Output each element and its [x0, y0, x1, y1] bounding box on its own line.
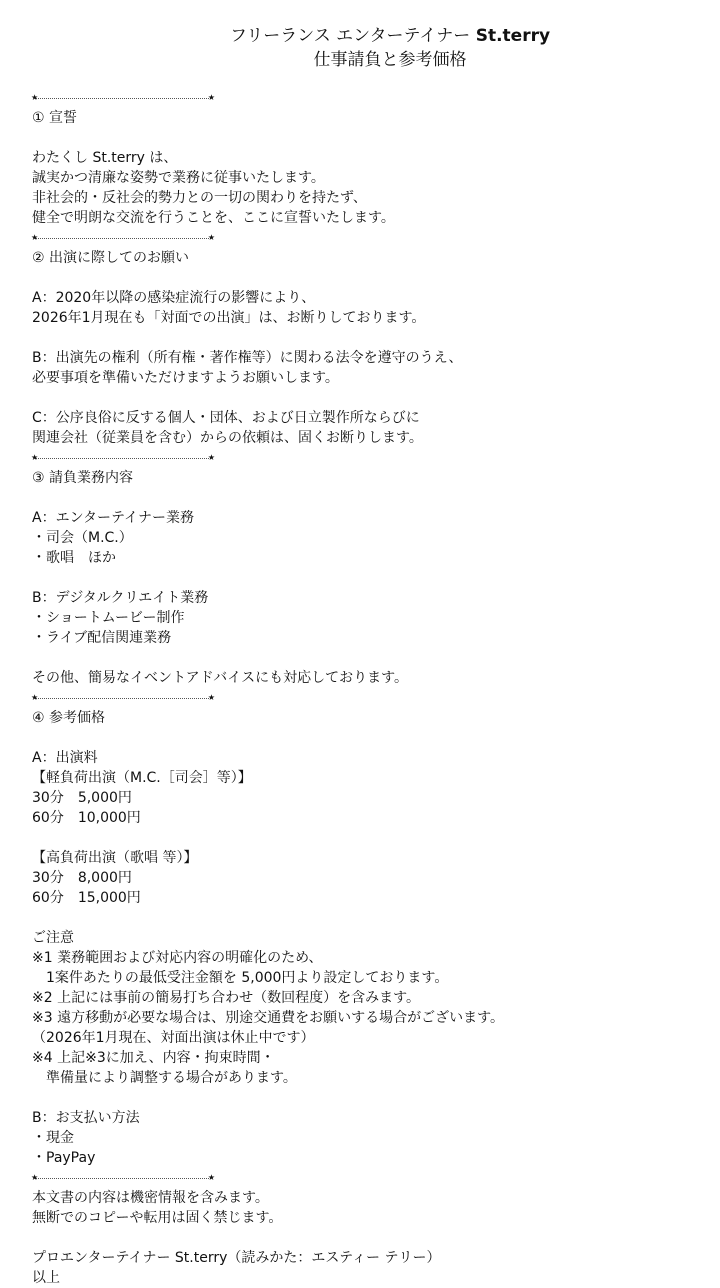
blank-line [32, 268, 692, 288]
text-line: 30分 5,000円 [32, 790, 132, 806]
star-icon: ★ [31, 453, 39, 462]
section-divider [32, 688, 214, 708]
text-line: ※3 遠方移動が必要な場合は、別途交通費をお願いする場合がございます。 [32, 1010, 504, 1026]
text-line: ・ライブ配信関連業務 [32, 630, 172, 646]
title-name: St.terry [475, 26, 551, 46]
divider-rule [35, 1178, 211, 1179]
star-icon: ★ [207, 1173, 215, 1182]
text-line: 60分 15,000円 [32, 890, 141, 906]
blank-line [32, 388, 692, 408]
text-line: 誠実かつ清廉な姿勢で業務に従事いたします。 [32, 170, 325, 186]
text-line: B：デジタルクリエイト業務 [32, 590, 209, 606]
text-line: 健全で明朗な交流を行うことを、ここに宣誓いたします。 [32, 210, 395, 226]
section-heading: ④ 参考価格 [32, 710, 106, 726]
text-line: 本文書の内容は機密情報を含みます。 [32, 1190, 269, 1206]
text-line: ・PayPay [32, 1150, 96, 1166]
title-prefix: フリーランス エンターテイナー [229, 26, 476, 46]
blank-line [32, 328, 692, 348]
text-line: C：公序良俗に反する個人・団体、および日立製作所ならびに [32, 410, 420, 426]
text-line: 必要事項を準備いただけますようお願いします。 [32, 370, 339, 386]
blank-line [32, 728, 692, 748]
blank-line [32, 828, 692, 848]
text-line: 無断でのコピーや転用は固く禁じます。 [32, 1210, 283, 1226]
text-line: A：2020年以降の感染症流行の影響により、 [32, 290, 316, 306]
text-line: 1案件あたりの最低受注金額を 5,000円より設定しております。 [32, 970, 449, 986]
text-line: B：出演先の権利（所有権・著作権等）に関わる法令を遵守のうえ、 [32, 350, 463, 366]
document-subtitle: 仕事請負と参考価格 [313, 50, 467, 70]
text-line: 非社会的・反社会的勢力との一切の関わりを持たず、 [32, 190, 367, 206]
text-line: A：エンターテイナー業務 [32, 510, 195, 526]
star-icon: ★ [31, 233, 39, 242]
section-divider [32, 88, 214, 108]
text-line: 関連会社（従業員を含む）からの依頼は、固くお断りします。 [32, 430, 423, 446]
section-heading: ② 出演に際してのお願い [32, 250, 190, 266]
text-line: わたくし St.terry は、 [32, 150, 178, 166]
text-line: ・司会（M.C.） [32, 530, 133, 546]
document-body [32, 88, 692, 1288]
text-line: ・ショートムービー制作 [32, 610, 185, 626]
text-line: ※2 上記には事前の簡易打ち合わせ（数回程度）を含みます。 [32, 990, 420, 1006]
text-line: その他、簡易なイベントアドバイスにも対応しております。 [32, 670, 409, 686]
text-line: 【軽負荷出演（M.C.［司会］等）】 [32, 770, 252, 786]
blank-line [32, 568, 692, 588]
section-divider [32, 448, 214, 468]
text-line: ・歌唱 ほか [32, 550, 116, 566]
section-divider [32, 1168, 214, 1188]
star-icon: ★ [207, 93, 215, 102]
star-icon: ★ [207, 693, 215, 702]
blank-line [32, 648, 692, 668]
blank-line [32, 1088, 692, 1108]
text-line: A：出演料 [32, 750, 98, 766]
blank-line [32, 128, 692, 148]
star-icon: ★ [31, 1173, 39, 1182]
text-line: ご注意 [32, 930, 74, 946]
text-line: 60分 10,000円 [32, 810, 141, 826]
text-line: プロエンターテイナー St.terry（読みかた：エスティー テリー） [32, 1250, 441, 1266]
section-divider [32, 228, 214, 248]
divider-rule [35, 98, 211, 99]
text-line: ・現金 [32, 1130, 74, 1146]
divider-rule [35, 238, 211, 239]
text-line: 準備量により調整する場合があります。 [32, 1070, 297, 1086]
section-heading: ① 宣誓 [32, 110, 78, 126]
blank-line [32, 908, 692, 928]
text-line: 30分 8,000円 [32, 870, 132, 886]
text-line: （2026年1月現在、対面出演は休止中です） [32, 1030, 315, 1046]
blank-line [32, 1228, 692, 1248]
document-title [0, 24, 720, 48]
divider-rule [35, 698, 211, 699]
star-icon: ★ [31, 693, 39, 702]
text-line: B：お支払い方法 [32, 1110, 140, 1126]
text-line: ※1 業務範囲および対応内容の明確化のため、 [32, 950, 323, 966]
section-heading: ③ 請負業務内容 [32, 470, 134, 486]
divider-rule [35, 458, 211, 459]
blank-line [32, 488, 692, 508]
text-line: ※4 上記※3に加え、内容・拘束時間・ [32, 1050, 275, 1066]
text-line: 2026年1月現在も「対面での出演」は、お断りしております。 [32, 310, 426, 326]
text-line: 以上 [32, 1270, 60, 1286]
text-line: 【高負荷出演（歌唱 等）】 [32, 850, 198, 866]
star-icon: ★ [207, 233, 215, 242]
star-icon: ★ [207, 453, 215, 462]
star-icon: ★ [31, 93, 39, 102]
